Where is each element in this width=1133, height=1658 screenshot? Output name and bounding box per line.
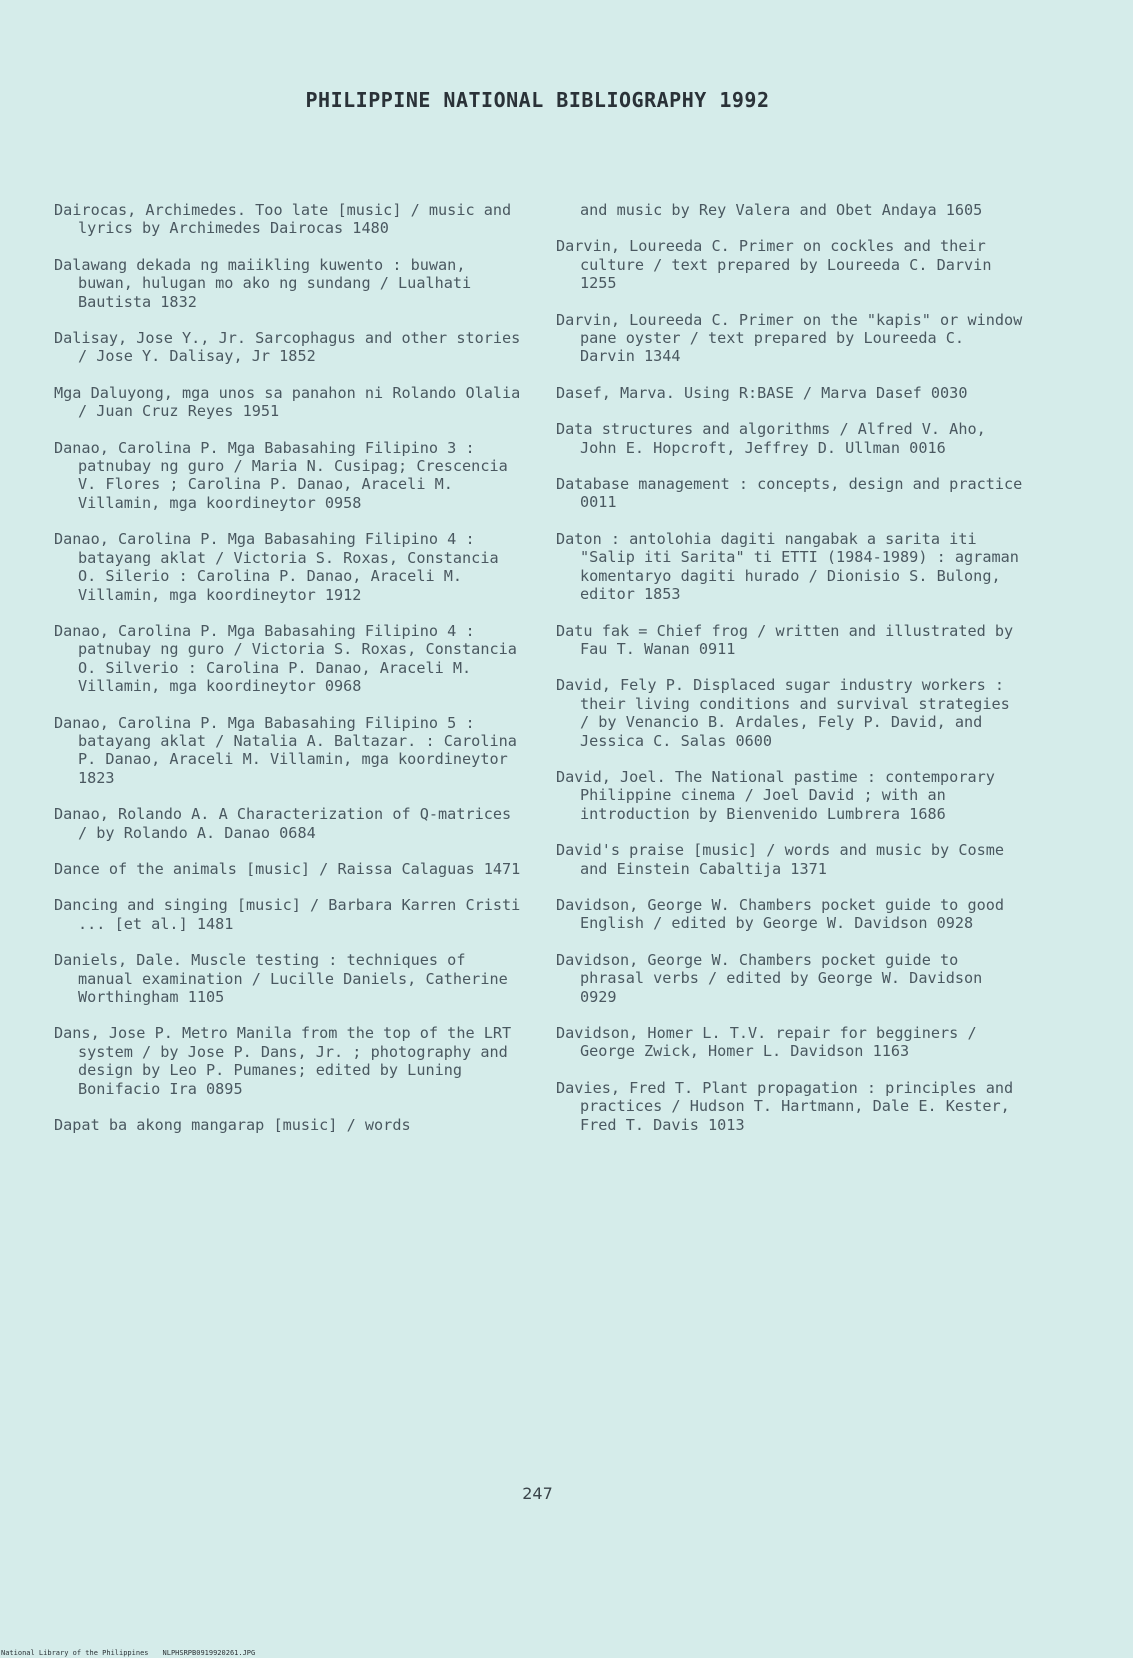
bibliography-entry: David's praise [music] / words and music by Cosme and Einstein Cabaltija 1371 [556, 841, 1005, 878]
bibliography-entry: Dairocas, Archimedes. Too late [music] / music and lyrics by Archimedes Dairocas 1480 [54, 201, 512, 238]
bibliography-entry: Davidson, Homer L. T.V. repair for begginers / George Zwick, Homer L. Davidson 1163 [556, 1024, 977, 1061]
footer-credit-text: National Library of the Philippines [1, 1649, 149, 1657]
bibliography-entry: David, Joel. The National pastime : contemporary Philippine cinema / Joel David ; with an introduction by Bienvenido Lumbrera 1686 [556, 767, 995, 823]
left-column [54, 201, 524, 1152]
footer-credit [1, 1649, 255, 1657]
bibliography-entry: Database management : concepts, design and practice 0011 [556, 475, 1023, 512]
bibliography-entry: Darvin, Loureeda C. Primer on cockles and their culture / text prepared by Loureeda C. Darvin 1255 [556, 237, 992, 293]
bibliography-entry-continuation: and music by Rey Valera and Obet Andaya 1605 [580, 201, 983, 219]
bibliography-entry: Davidson, George W. Chambers pocket guide to phrasal verbs / edited by George W. Davidson 0929 [556, 950, 983, 1006]
bibliography-entry: Dance of the animals [music] / Raissa Calaguas 1471 [54, 859, 521, 878]
bibliography-entry: Danao, Carolina P. Mga Babasahing Filipino 5 : batayang aklat / Natalia A. Baltazar. : Carolina P. Danao, Araceli M. Villamin, mga koordineytor 1823 [54, 713, 517, 787]
bibliography-entry: Danao, Carolina P. Mga Babasahing Filipino 3 : patnubay ng guro / Maria N. Cusipag; Crescencia V. Flores ; Carolina P. Danao, Araceli M. Villamin, mga koordineytor 0958 [54, 438, 508, 512]
footer-file-name: NLPHSRPB0919920261.JPG [162, 1649, 256, 1657]
bibliography-entry: Darvin, Loureeda C. Primer on the "kapis" or window pane oyster / text prepared by Loureeda C. Darvin 1344 [556, 310, 1023, 366]
bibliography-entry: Dapat ba akong mangarap [music] / words [54, 1116, 411, 1135]
bibliography-entry: David, Fely P. Displaced sugar industry workers : their living conditions and survival strategies / by Venancio B. Ardales, Fely P. David, and Jessica C. Salas 0600 [556, 676, 1010, 750]
bibliography-entry: Danao, Carolina P. Mga Babasahing Filipino 4 : patnubay ng guro / Victoria S. Roxas, Constancia O. Silverio : Carolina P. Danao, Araceli M. Villamin, mga koordineytor 0968 [54, 621, 517, 696]
bibliography-entry: Daton : antolohia dagiti nangabak a sarita iti "Salip iti Sarita" ti ETTI (1984-1989) : agraman komentaryo dagiti hurado / Dionisio S. Bulong, editor 1853 [556, 529, 1019, 604]
bibliography-entry: Davies, Fred T. Plant propagation : principles and practices / Hudson T. Hartmann, Dale E. Kester, Fred T. Davis 1013 [556, 1078, 1014, 1134]
bibliography-entry: Danao, Carolina P. Mga Babasahing Filipino 4 : batayang aklat / Victoria S. Roxas, Constancia O. Silerio : Carolina P. Danao, Araceli M. Villamin, mga koordineytor 1912 [54, 530, 499, 604]
bibliography-entry: Dalawang dekada ng maiikling kuwento : buwan, buwan, hulugan mo ako ng sundang / Lualhati Bautista 1832 [54, 255, 472, 311]
bibliography-entry: Mga Daluyong, mga unos sa panahon ni Rolando Olalia / Juan Cruz Reyes 1951 [54, 383, 521, 421]
bibliography-entry: Datu fak = Chief frog / written and illustrated by Fau T. Wanan 0911 [556, 621, 1014, 658]
bibliography-entry: Dancing and singing [music] / Barbara Karren Cristi ... [et al.] 1481 [54, 896, 521, 933]
bibliography-entry: Daniels, Dale. Muscle testing : techniques of manual examination / Lucille Daniels, Catherine Worthingham 1105 [54, 951, 508, 1006]
bibliography-entry: Davidson, George W. Chambers pocket guide to good English / edited by George W. Davidson 0928 [556, 895, 1005, 933]
page-number: 247 [522, 1484, 553, 1503]
bibliography-entry: Dasef, Marva. Using R:BASE / Marva Dasef 0030 [556, 383, 968, 402]
bibliography-entry: Data structures and algorithms / Alfred V. Aho, John E. Hopcroft, Jeffrey D. Ullman 0016 [556, 420, 986, 457]
bibliography-entry: Dans, Jose P. Metro Manila from the top of the LRT system / by Jose P. Dans, Jr. ; photography and design by Leo P. Pumanes; edited by Luning Bonifacio Ira 0895 [54, 1024, 512, 1098]
bibliography-entry: Dalisay, Jose Y., Jr. Sarcophagus and other stories / Jose Y. Dalisay, Jr 1852 [54, 329, 521, 366]
page-title: PHILIPPINE NATIONAL BIBLIOGRAPHY 1992 [305, 88, 770, 112]
bibliography-entry: Danao, Rolando A. A Characterization of Q-matrices / by Rolando A. Danao 0684 [54, 805, 512, 842]
right-column [556, 201, 1026, 1152]
